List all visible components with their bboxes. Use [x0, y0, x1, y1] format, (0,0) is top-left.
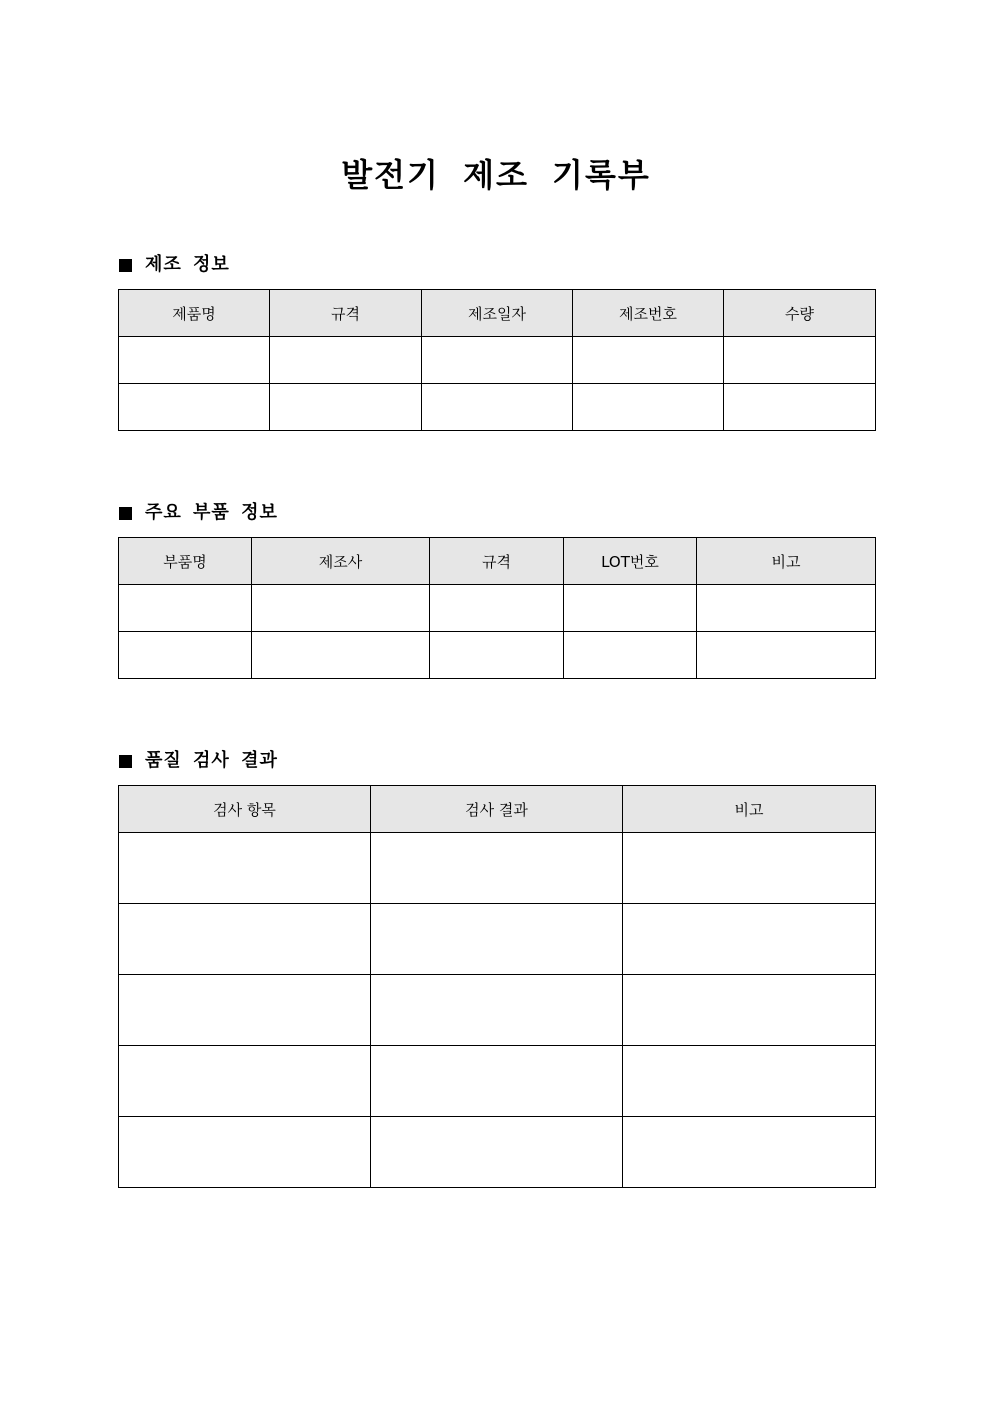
- table-cell[interactable]: [564, 632, 697, 679]
- table-cell[interactable]: [623, 1046, 876, 1117]
- table-cell[interactable]: [573, 337, 724, 384]
- table-cell[interactable]: [119, 384, 270, 431]
- table-cell[interactable]: [371, 1117, 623, 1188]
- table-cell[interactable]: [422, 384, 573, 431]
- table-cell[interactable]: [270, 384, 422, 431]
- table-cell[interactable]: [564, 585, 697, 632]
- table-row: [119, 975, 876, 1046]
- document-title: 발전기 제조 기록부: [341, 156, 651, 195]
- table-cell[interactable]: [252, 632, 430, 679]
- column-header-spec: 규격: [270, 290, 422, 337]
- section-heading-parts: [119, 501, 278, 525]
- table-cell[interactable]: [724, 337, 876, 384]
- table-cell[interactable]: [119, 833, 371, 904]
- table-cell[interactable]: [119, 337, 270, 384]
- column-header-manufacturer: 제조사: [252, 538, 430, 585]
- column-header-product-name: 제품명: [119, 290, 270, 337]
- column-header-lot-number: LOT번호: [564, 538, 697, 585]
- section-title: 주요 부품 정보: [145, 502, 278, 523]
- table-cell[interactable]: [724, 384, 876, 431]
- square-bullet-icon: [119, 259, 132, 272]
- table-cell[interactable]: [623, 904, 876, 975]
- table-cell[interactable]: [697, 585, 876, 632]
- manufacturing-info-table: [118, 289, 876, 431]
- table-cell[interactable]: [371, 975, 623, 1046]
- table-cell[interactable]: [119, 1046, 371, 1117]
- table-row: [119, 337, 876, 384]
- column-header-manufacture-date: 제조일자: [422, 290, 573, 337]
- table-row: [119, 384, 876, 431]
- table-header-row: [119, 290, 876, 337]
- table-cell[interactable]: [623, 833, 876, 904]
- square-bullet-icon: [119, 755, 132, 768]
- table-row: [119, 632, 876, 679]
- column-header-spec: 규격: [430, 538, 564, 585]
- table-cell[interactable]: [252, 585, 430, 632]
- table-cell[interactable]: [430, 632, 564, 679]
- table-cell[interactable]: [573, 384, 724, 431]
- section-title: 품질 검사 결과: [145, 750, 278, 771]
- section-title: 제조 정보: [145, 254, 230, 275]
- table-header-row: [119, 786, 876, 833]
- table-row: [119, 585, 876, 632]
- column-header-remarks: 비고: [623, 786, 876, 833]
- parts-info-table: [118, 537, 876, 679]
- column-header-inspection-item: 검사 항목: [119, 786, 371, 833]
- table-row: [119, 833, 876, 904]
- table-cell[interactable]: [623, 975, 876, 1046]
- table-cell[interactable]: [422, 337, 573, 384]
- table-cell[interactable]: [119, 1117, 371, 1188]
- table-cell[interactable]: [371, 904, 623, 975]
- table-cell[interactable]: [623, 1117, 876, 1188]
- table-row: [119, 1117, 876, 1188]
- table-cell[interactable]: [119, 632, 252, 679]
- quality-inspection-table: [118, 785, 876, 1188]
- table-cell[interactable]: [430, 585, 564, 632]
- table-cell[interactable]: [697, 632, 876, 679]
- column-header-remarks: 비고: [697, 538, 876, 585]
- table-cell[interactable]: [371, 833, 623, 904]
- section-heading-quality: [119, 749, 278, 773]
- column-header-serial-number: 제조번호: [573, 290, 724, 337]
- table-cell[interactable]: [270, 337, 422, 384]
- column-header-inspection-result: 검사 결과: [371, 786, 623, 833]
- table-cell[interactable]: [119, 585, 252, 632]
- table-cell[interactable]: [119, 975, 371, 1046]
- table-cell[interactable]: [119, 904, 371, 975]
- section-heading-manufacturing: [119, 253, 230, 277]
- table-row: [119, 1046, 876, 1117]
- table-row: [119, 904, 876, 975]
- column-header-part-name: 부품명: [119, 538, 252, 585]
- table-cell[interactable]: [371, 1046, 623, 1117]
- table-header-row: [119, 538, 876, 585]
- square-bullet-icon: [119, 507, 132, 520]
- column-header-quantity: 수량: [724, 290, 876, 337]
